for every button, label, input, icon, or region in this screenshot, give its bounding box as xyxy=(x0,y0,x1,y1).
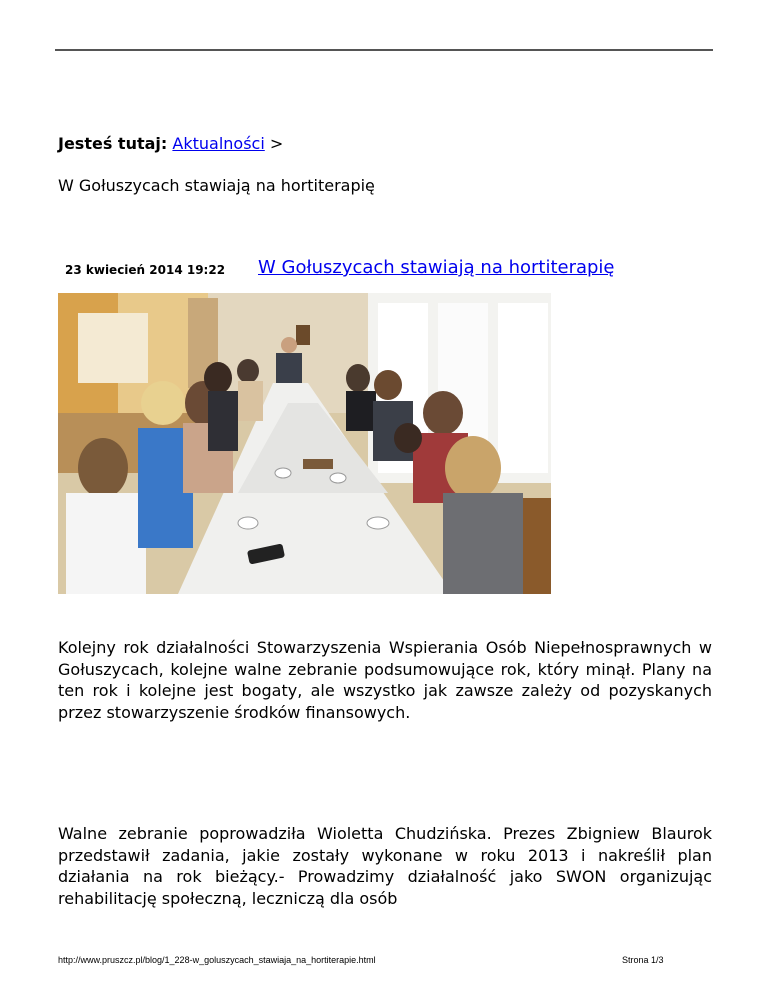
article-paragraph-2 xyxy=(58,823,712,909)
article-date: 23 kwiecień 2014 19:22 xyxy=(65,263,226,277)
footer-page-number: Strona 1/3 xyxy=(622,955,664,965)
breadcrumb-separator: > xyxy=(269,134,284,153)
header-rule xyxy=(55,49,713,51)
breadcrumb-label: Jesteś tutaj: xyxy=(58,134,168,153)
breadcrumb xyxy=(58,134,283,153)
breadcrumb-link-news[interactable]: Aktualności xyxy=(172,134,265,153)
article-title-link[interactable]: W Gołuszycach stawiają na hortiterapię xyxy=(258,257,615,278)
article-paragraph-2-text: Walne zebranie poprowadziła Wioletta Chudzińska. Prezes Zbigniew Blaurok przedstawił zadania, jakie zostały wykonane w roku 2013 i nakreślił plan działania na rok bieżący.- Prowadzimy działalność jako SWON organizując rehabilitację społeczną, leczniczą dla osób xyxy=(58,824,712,908)
article-photo xyxy=(58,293,551,594)
footer-url: http://www.pruszcz.pl/blog/1_228-w_goluszycach_stawiaja_na_hortiterapie.html xyxy=(58,955,376,965)
breadcrumb-current: W Gołuszycach stawiają na hortiterapię xyxy=(58,176,375,195)
article-paragraph-1: Kolejny rok działalności Stowarzyszenia Wspierania Osób Niepełnosprawnych w Gołuszycach, kolejne walne zebranie podsumowujące rok, który minął. Plany na ten rok i kolejne jest bogaty, ale wszystko jak zawsze zależy od pozyskanych przez stowarzyszenie środków finansowych. xyxy=(58,638,712,722)
